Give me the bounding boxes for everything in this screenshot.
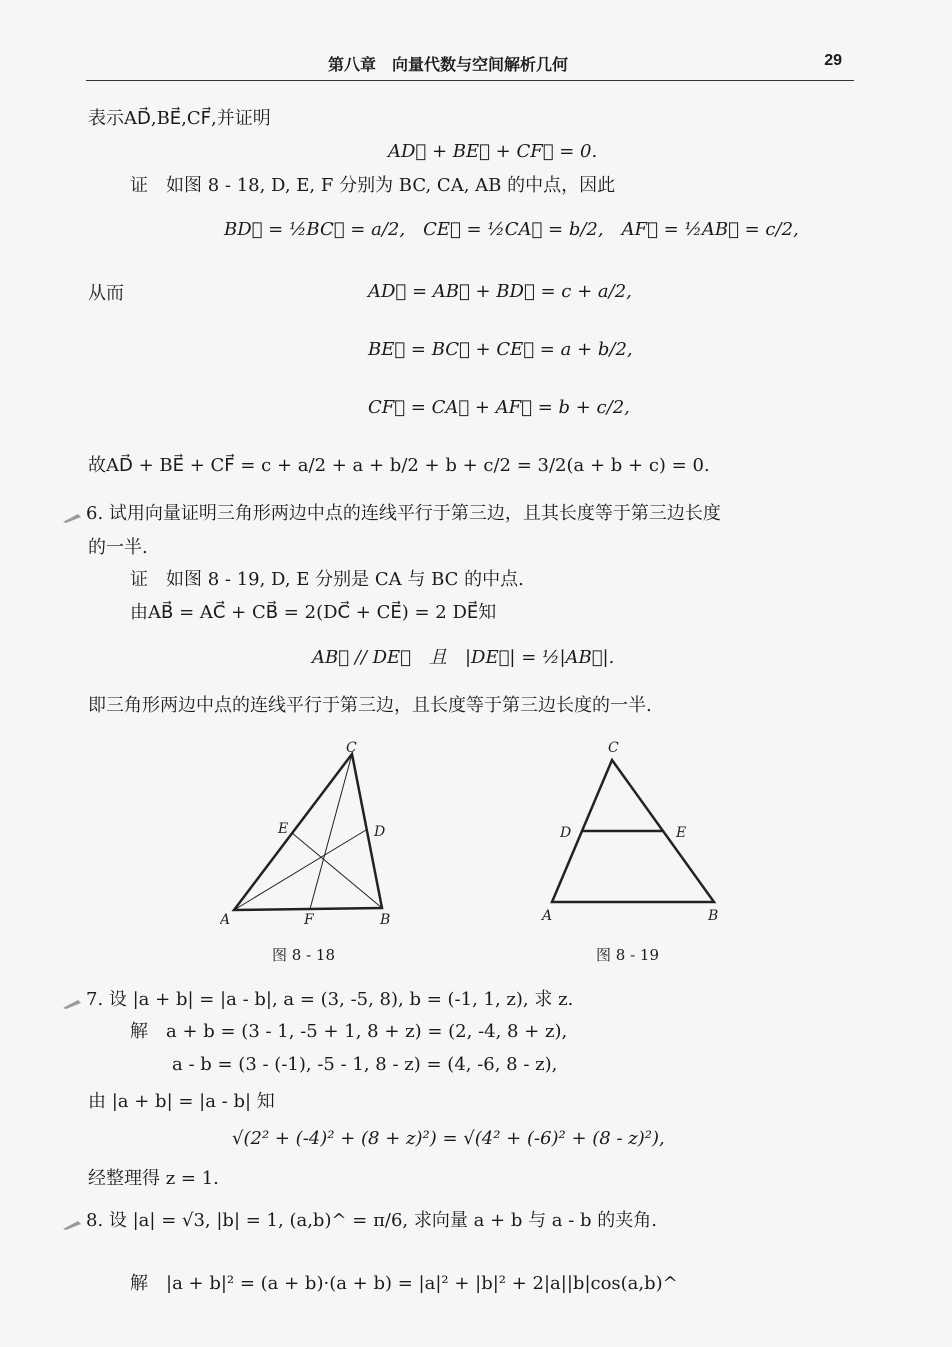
equation: CF⃗ = CA⃗ + AF⃗ = b + c/2, [368, 397, 630, 418]
equation: AB⃗ // DE⃗ 且 |DE⃗| = ½|AB⃗|. [312, 647, 615, 668]
equation: AD⃗ = AB⃗ + BD⃗ = c + a/2, [368, 281, 632, 302]
text-line: 证 如图 8 - 18, D, E, F 分别为 BC, CA, AB 的中点，因此 [130, 175, 616, 196]
text-line: 解 a + b = (3 - 1, -5 + 1, 8 + z) = (2, -4, 8 + z), [130, 1021, 568, 1042]
point-f-label: F [304, 912, 314, 928]
text-line: 故AD⃗ + BE⃗ + CF⃗ = c + a/2 + a + b/2 + b + c/2 = 3/2(a + b + c) = 0. [88, 455, 710, 476]
vertex-b-label: B [380, 912, 391, 928]
text-line: 由AB⃗ = AC⃗ + CB⃗ = 2(DC⃗ + CE⃗) = 2 DE⃗知 [130, 602, 497, 623]
equation: BD⃗ = ½BC⃗ = a/2, CE⃗ = ½CA⃗ = b/2, AF⃗ = ½AB⃗ = c/2, [224, 219, 799, 240]
text-line: 经整理得 z = 1. [88, 1168, 219, 1189]
pencil-icon [62, 508, 82, 520]
figure-8-19 [536, 738, 726, 930]
text-line: 的一半. [88, 537, 148, 558]
median-cf [310, 754, 352, 909]
problem-text: 6. 试用向量证明三角形两边中点的连线平行于第三边，且其长度等于第三边长度 [86, 503, 721, 524]
text-line: 解 |a + b|² = (a + b)·(a + b) = |a|² + |b|² + 2|a||b|cos(a,b)^ [130, 1273, 678, 1294]
text-line: a - b = (3 - (-1), -5 - 1, 8 - z) = (4, -6, 8 - z), [172, 1054, 558, 1075]
problem-8 [62, 1210, 657, 1232]
page-header [86, 48, 854, 81]
text-line: 即三角形两边中点的连线平行于第三边，且长度等于第三边长度的一半. [88, 695, 652, 716]
point-e-label: E [278, 821, 289, 837]
point-e-label: E [676, 825, 687, 841]
triangle-abc [234, 754, 382, 910]
chapter-title: 第八章 向量代数与空间解析几何 [328, 55, 569, 74]
pencil-icon [62, 1215, 82, 1227]
pencil-icon [62, 994, 82, 1006]
problem-text: 8. 设 |a| = √3, |b| = 1, (a,b)^ = π/6, 求向量 a + b 与 a - b 的夹角. [86, 1210, 658, 1231]
vertex-c-label: C [608, 740, 619, 756]
point-d-label: D [560, 825, 572, 841]
problem-7 [62, 989, 573, 1011]
figure-caption: 图 8 - 18 [272, 946, 336, 964]
vertex-a-label: A [220, 912, 231, 928]
figure-8-18 [220, 738, 400, 930]
equation: AD⃗ + BE⃗ + CF⃗ = 0. [388, 141, 598, 162]
text-line: 从而 [88, 283, 124, 304]
page-number: 29 [824, 52, 842, 69]
figure-caption: 图 8 - 19 [596, 946, 660, 964]
equation: BE⃗ = BC⃗ + CE⃗ = a + b/2, [368, 339, 633, 360]
vertex-c-label: C [346, 740, 357, 756]
text-line: 表示AD⃗,BE⃗,CF⃗,并证明 [88, 108, 271, 129]
problem-6 [62, 503, 721, 525]
vertex-a-label: A [542, 908, 553, 924]
median-ad [234, 830, 366, 910]
problem-text: 7. 设 |a + b| = |a - b|, a = (3, -5, 8), b = (-1, 1, z), 求 z. [86, 989, 574, 1010]
text-line: 证 如图 8 - 19, D, E 分别是 CA 与 BC 的中点. [130, 569, 524, 590]
vertex-b-label: B [708, 908, 719, 924]
equation: √(2² + (-4)² + (8 + z)²) = √(4² + (-6)² + (8 - z)²), [232, 1128, 665, 1149]
text-line: 由 |a + b| = |a - b| 知 [88, 1091, 275, 1112]
point-d-label: D [374, 824, 386, 840]
